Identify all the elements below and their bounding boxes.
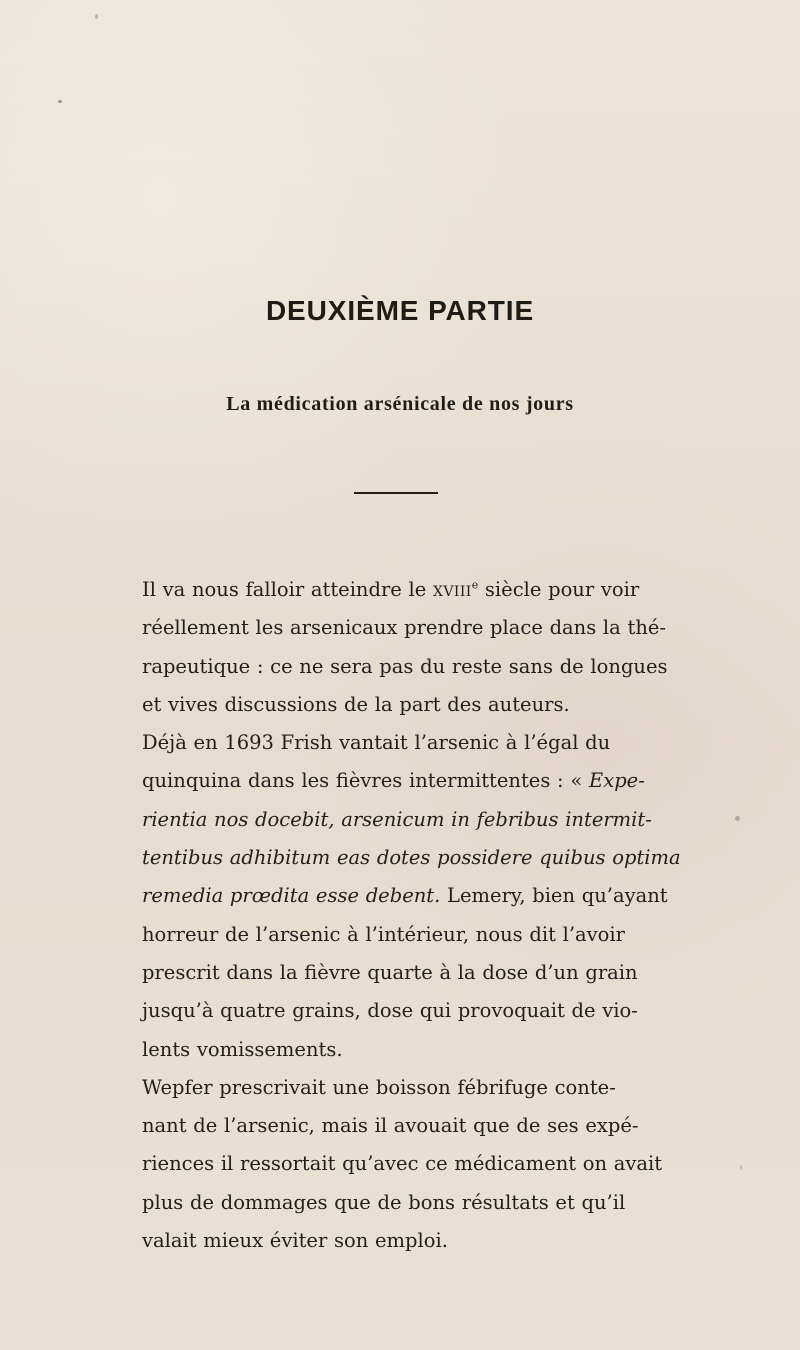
text-line: lents vomissements. — [142, 1037, 343, 1061]
ink-speck — [95, 14, 98, 19]
text-segment: siècle pour voir — [484, 578, 640, 601]
horizontal-rule — [354, 492, 438, 494]
part-title: DEUXIÈME PARTIE — [265, 295, 535, 326]
text-line — [110, 762, 697, 800]
ordinal-superscript: e — [471, 578, 479, 592]
text-line: réellement les arsenicaux prendre place dans la thé- — [142, 616, 667, 640]
paragraph — [110, 571, 697, 724]
section-subtitle: La médication arsénicale de nos jours — [226, 393, 574, 415]
text-line: Déjà en 1693 Frish vantait l’arsenic à l’égal du — [142, 731, 611, 755]
paragraph — [110, 724, 697, 1069]
text-line: riences il ressortait qu’avec ce médicament on avait — [142, 1152, 663, 1176]
text-line: et vives discussions de la part des auteurs. — [142, 692, 570, 716]
text-line: prescrit dans la fièvre quarte à la dose d’un grain — [142, 960, 638, 984]
text-line: Wepfer prescrivait une boisson fébrifuge conte- — [142, 1075, 616, 1099]
text-line — [110, 877, 697, 915]
ink-speck — [58, 100, 62, 103]
text-segment: Il va nous falloir atteindre le — [142, 578, 427, 601]
text-segment: Lemery, bien qu’ayant — [447, 884, 668, 908]
latin-quotation-line: tentibus adhibitum eas dotes possidere quibus optima — [142, 846, 681, 870]
text-line: valait mieux éviter son emploi. — [142, 1229, 448, 1253]
latin-quotation-segment: remedia prœdita esse debent. — [142, 884, 441, 908]
century-numeral: xviii — [433, 578, 472, 601]
paragraph — [110, 1069, 697, 1260]
latin-quotation-segment: Expe- — [588, 769, 645, 793]
latin-quotation-line: rientia nos docebit, arsenicum in febribus intermit- — [142, 807, 652, 831]
text-line — [110, 571, 697, 609]
text-line: plus de dommages que de bons résultats et qu’il — [142, 1190, 626, 1214]
body-text — [110, 571, 697, 1260]
ink-speck — [735, 816, 740, 821]
text-line: rapeutique : ce ne sera pas du reste sans de longues — [142, 654, 668, 678]
text-line: horreur de l’arsenic à l’intérieur, nous dit l’avoir — [142, 922, 625, 946]
text-line: nant de l’arsenic, mais il avouait que de ses expé- — [142, 1114, 639, 1138]
text-line: jusqu’à quatre grains, dose qui provoquait de vio- — [142, 999, 638, 1023]
ink-speck — [740, 1165, 742, 1170]
text-segment: quinquina dans les fièvres intermittentes : « — [142, 769, 583, 793]
